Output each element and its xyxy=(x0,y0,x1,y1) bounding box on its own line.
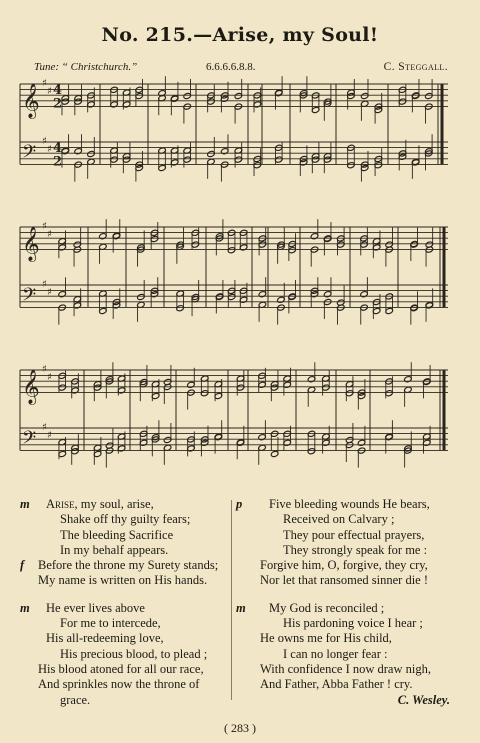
verse-line: For me to intercede, xyxy=(60,616,161,631)
sharp-icon: ♯ xyxy=(42,364,47,375)
author: C. Wesley. xyxy=(397,692,450,707)
verse-3 xyxy=(236,497,458,589)
dynamic-marking: m xyxy=(20,497,30,511)
verse-4 xyxy=(236,601,458,708)
verse-line: In my behalf appears. xyxy=(60,542,169,557)
verse-line: Nor let that ransomed sinner die ! xyxy=(260,573,429,588)
verse-line: m Arise, my soul, arise, xyxy=(20,497,154,511)
sharp-icon: ♯ xyxy=(47,430,52,441)
bass-clef-icon: 𝄢 xyxy=(22,427,37,453)
sharp-icon: ♯ xyxy=(47,86,52,97)
sharp-icon: ♯ xyxy=(42,78,47,89)
verse-line: Forgive him, O, forgive, they cry, xyxy=(260,558,428,573)
verse-line: My name is written on His hands. xyxy=(38,573,208,588)
verse-line: The bleeding Sacrifice xyxy=(60,527,174,542)
verse-line: Shake off thy guilty fears; xyxy=(60,512,191,527)
time-signature-bottom: 2 xyxy=(53,154,63,170)
sharp-icon: ♯ xyxy=(42,136,47,147)
hymn-title: No. 215.—Arise, my Soul! xyxy=(101,24,379,46)
verse-line: They strongly speak for me : xyxy=(283,542,428,557)
sharp-icon: ♯ xyxy=(47,144,52,155)
verses-left-column xyxy=(20,497,232,720)
verse-line: He owns me for His child, xyxy=(260,631,392,646)
time-signature-top: 4 xyxy=(53,83,63,99)
treble-staff xyxy=(20,221,448,262)
verse-line: His blood atoned for all our race, xyxy=(38,661,204,676)
verse-line: And sprinkles now the throne of xyxy=(38,677,200,692)
verse-line: p Five bleeding wounds He bears, xyxy=(236,497,430,511)
treble-clef-icon: 𝄞 xyxy=(22,369,40,405)
verse-line: And Father, Abba Father ! cry. xyxy=(260,677,413,692)
dynamic-marking: m xyxy=(20,600,30,615)
tune-label: Tune: “ Christchurch.” xyxy=(34,61,138,73)
sharp-icon: ♯ xyxy=(47,229,52,240)
treble-staff xyxy=(20,78,448,119)
verse-line: Received on Calvary ; xyxy=(283,512,395,527)
verse-line: His all-redeeming love, xyxy=(46,631,164,646)
treble-clef-icon: 𝄞 xyxy=(22,83,40,119)
bass-staff xyxy=(20,136,448,169)
music-system xyxy=(20,362,448,467)
bass-clef-icon: 𝄢 xyxy=(22,141,37,167)
sharp-icon: ♯ xyxy=(42,422,47,433)
music-system xyxy=(20,219,448,324)
bass-clef-icon: 𝄢 xyxy=(22,284,37,310)
verse-line: I can no longer fear : xyxy=(283,646,388,661)
sharp-icon: ♯ xyxy=(47,287,52,298)
meter: 6.6.6.6.8.8. xyxy=(206,61,256,73)
dynamic-marking: m xyxy=(236,600,246,615)
verse-1 xyxy=(20,497,232,589)
verse-line: f Before the throne my Surety stands; xyxy=(20,558,219,573)
time-signature-bottom: 2 xyxy=(53,96,63,112)
treble-clef-icon: 𝄞 xyxy=(22,226,40,262)
dynamic-marking: p xyxy=(236,497,243,511)
verse-line: His pardoning voice I hear ; xyxy=(283,616,423,631)
composer: C. Steggall. xyxy=(383,61,448,73)
verse-line: His precious blood, to plead ; xyxy=(60,646,208,661)
verses-right-column xyxy=(236,497,458,720)
verse-line: m My God is reconciled ; xyxy=(236,600,385,615)
sharp-icon: ♯ xyxy=(42,279,47,290)
sharp-icon: ♯ xyxy=(47,372,52,383)
dynamic-marking: f xyxy=(20,558,25,573)
page-number: ( 283 ) xyxy=(224,721,256,735)
verse-line: grace. xyxy=(60,692,91,707)
verse-line: With confidence I now draw nigh, xyxy=(260,661,431,676)
time-signature-top: 4 xyxy=(53,141,63,157)
verse-2 xyxy=(20,601,232,708)
verse-line: m He ever lives above xyxy=(20,600,145,615)
sharp-icon: ♯ xyxy=(42,221,47,232)
music-system xyxy=(20,76,448,181)
verse-line: They pour effectual prayers, xyxy=(283,527,425,542)
